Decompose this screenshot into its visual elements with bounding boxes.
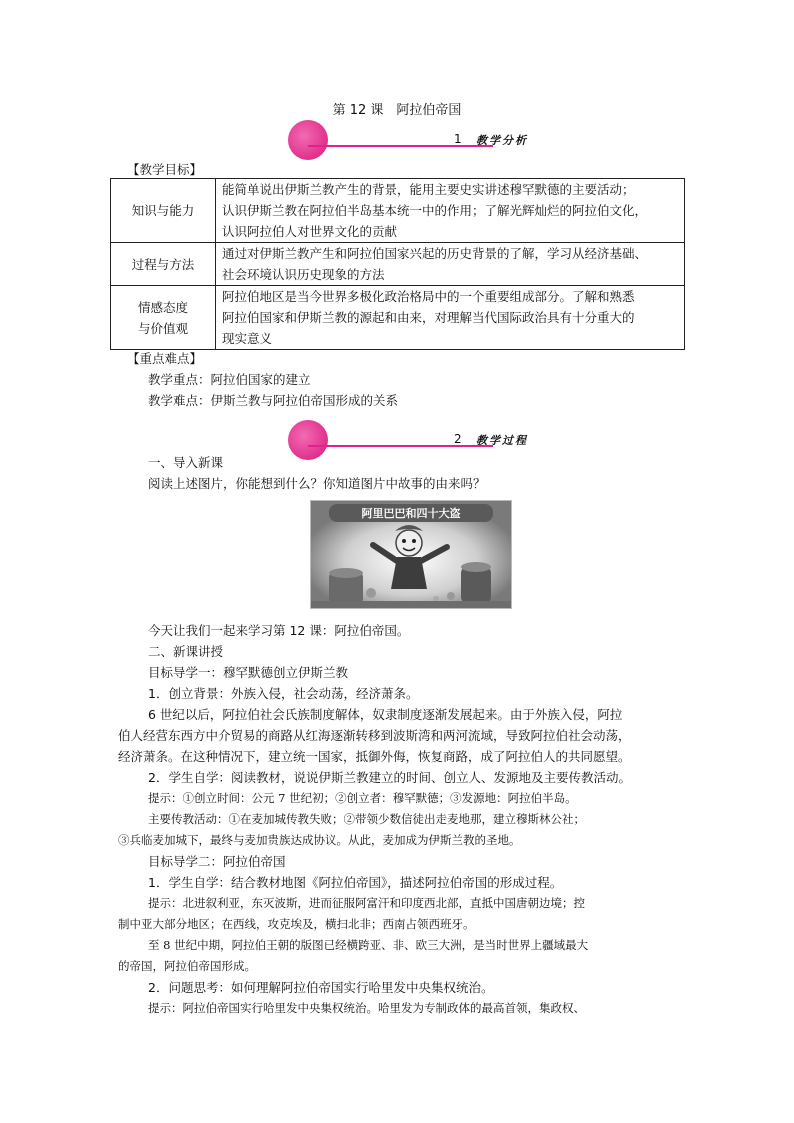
goal-line: 社会环境认识历史现象的方法 bbox=[222, 267, 385, 282]
hint-line: 至 8 世纪中期，阿拉伯王朝的版图已经横跨亚、非、欧三大洲，是当时世界上疆域最大 bbox=[148, 938, 589, 952]
banner-circle-icon bbox=[288, 120, 328, 160]
story-illustration bbox=[310, 500, 512, 609]
part2-heading: 二、新课讲授 bbox=[148, 644, 224, 659]
part1-heading: 一、导入新课 bbox=[148, 455, 224, 470]
difficult-point: 教学难点：伊斯兰教与阿拉伯帝国形成的关系 bbox=[148, 393, 399, 408]
goal-key-line: 与价值观 bbox=[137, 320, 188, 336]
section-banner-process bbox=[288, 420, 538, 460]
paragraph-line: 伯人经营东西方中介贸易的商路从红海逐渐转移到波斯湾和两河流域，导致阿拉伯社会动荡， bbox=[118, 728, 631, 743]
key-heading: 【重点难点】 bbox=[127, 351, 203, 366]
goal-key-line: 情感态度 bbox=[137, 299, 188, 315]
lesson-title: 第 12 课 阿拉伯帝国 bbox=[332, 103, 462, 118]
banner-divider bbox=[308, 445, 493, 447]
goal-line: 能简单说出伊斯兰教产生的背景，能用主要史实讲述穆罕默德的主要活动； bbox=[222, 182, 635, 197]
banner-number: 2 bbox=[454, 432, 462, 446]
goal-value bbox=[216, 243, 685, 286]
guide2-heading: 目标导学二：阿拉伯帝国 bbox=[148, 854, 286, 869]
hint-line: 提示：①创立时间：公元 7 世纪初；②创立者：穆罕默德；③发源地：阿拉伯半岛。 bbox=[148, 791, 577, 805]
goals-table bbox=[110, 178, 685, 350]
paragraph-line: 6 世纪以后，阿拉伯社会氏族制度解体，奴隶制度逐渐发展起来。由于外族入侵，阿拉 bbox=[148, 707, 623, 722]
goal-line: 现实意义 bbox=[222, 331, 273, 346]
guide2-item1: 1．学生自学：结合教材地图《阿拉伯帝国》，描述阿拉伯帝国的形成过程。 bbox=[148, 875, 563, 890]
hint-line: 制中亚大部分地区；在西线，攻克埃及，横扫北非；西南占领西班牙。 bbox=[118, 917, 475, 931]
banner-number: 1 bbox=[454, 132, 462, 146]
goal-line: 认识伊斯兰教在阿拉伯半岛基本统一中的作用；了解光辉灿烂的阿拉伯文化， bbox=[222, 203, 648, 218]
hint-line: 提示：北进叙利亚，东灭波斯，进而征服阿富汗和印度西北部，直抵中国唐朝边境；控 bbox=[148, 896, 585, 910]
banner-label: 教学过程 bbox=[476, 434, 528, 447]
guide1-heading: 目标导学一：穆罕默德创立伊斯兰教 bbox=[148, 665, 349, 680]
goal-value bbox=[216, 179, 685, 243]
goal-key bbox=[111, 286, 216, 350]
goal-line: 阿拉伯地区是当今世界多极化政治格局中的一个重要组成部分。了解和熟悉 bbox=[222, 289, 635, 304]
goal-line: 通过对伊斯兰教产生和阿拉伯国家兴起的历史背景的了解，学习从经济基础、 bbox=[222, 246, 648, 261]
goal-line: 认识阿拉伯人对世界文化的贡献 bbox=[222, 224, 398, 239]
goal-value bbox=[216, 286, 685, 350]
banner-circle-icon bbox=[288, 420, 328, 460]
table-row bbox=[111, 179, 685, 243]
goal-key: 知识与能力 bbox=[111, 179, 216, 243]
guide1-item2: 2．学生自学：阅读教材，说说伊斯兰教建立的时间、创立人、发源地及主要传教活动。 bbox=[148, 770, 631, 785]
section-banner-analysis bbox=[288, 120, 538, 160]
hint-line: ③兵临麦加城下，最终与麦加贵族达成协议。从此，麦加成为伊斯兰教的圣地。 bbox=[118, 833, 521, 847]
hint-line: 主要传教活动：①在麦加城传教失败；②带领少数信徒出走麦地那，建立穆斯林公社； bbox=[148, 812, 585, 826]
hint-line: 的帝国，阿拉伯帝国形成。 bbox=[118, 959, 256, 973]
goal-line: 阿拉伯国家和伊斯兰教的源起和由来，对理解当代国际政治具有十分重大的 bbox=[222, 310, 635, 325]
hint-line: 提示：阿拉伯帝国实行哈里发中央集权统治。哈里发为专制政体的最高首领，集政权、 bbox=[148, 1001, 585, 1015]
key-point: 教学重点：阿拉伯国家的建立 bbox=[148, 372, 311, 387]
paragraph-line: 经济萧条。在这种情况下，建立统一国家，抵御外侮，恢复商路，成了阿拉伯人的共同愿望。 bbox=[118, 749, 631, 764]
illustration-caption: 阿里巴巴和四十大盗 bbox=[361, 507, 461, 520]
goal-key: 过程与方法 bbox=[111, 243, 216, 286]
today-line: 今天让我们一起来学习第 12 课：阿拉伯帝国。 bbox=[148, 623, 410, 638]
goals-heading: 【教学目标】 bbox=[127, 162, 203, 177]
table-row bbox=[111, 286, 685, 350]
table-row bbox=[111, 243, 685, 286]
guide2-item2: 2．问题思考：如何理解阿拉伯帝国实行哈里发中央集权统治。 bbox=[148, 980, 494, 995]
banner-label: 教学分析 bbox=[476, 134, 528, 147]
intro-question: 阅读上述图片，你能想到什么？你知道图片中故事的由来吗？ bbox=[148, 476, 486, 491]
illustration-image bbox=[311, 501, 511, 608]
banner-divider bbox=[308, 145, 493, 147]
guide1-item1: 1．创立背景：外族入侵，社会动荡，经济萧条。 bbox=[148, 686, 419, 701]
